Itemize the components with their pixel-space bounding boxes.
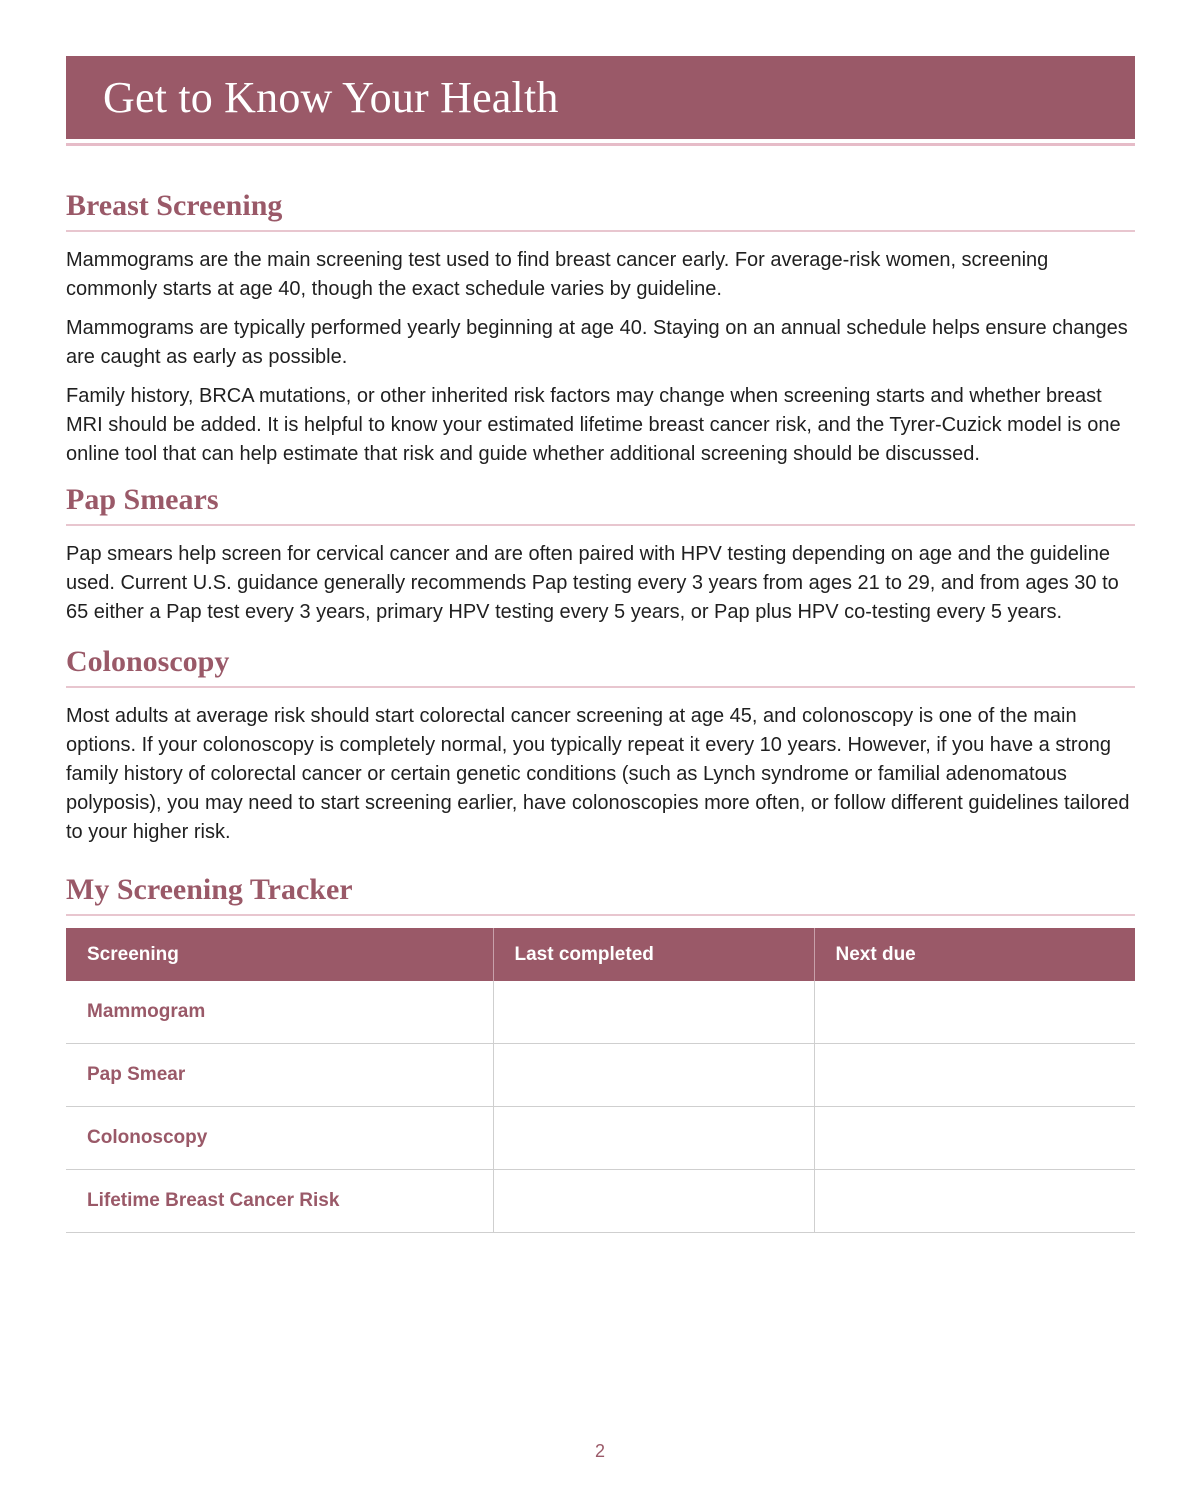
section-pap-smears [66, 483, 1135, 627]
next-due-cell[interactable] [814, 981, 1135, 1044]
page [66, 56, 1135, 1233]
column-header-last-completed: Last completed [493, 928, 814, 981]
table-row [66, 1107, 1135, 1170]
row-label: Mammogram [66, 981, 493, 1044]
table-row [66, 1170, 1135, 1233]
section-breast-screening [66, 189, 1135, 469]
section-colonoscopy [66, 645, 1135, 847]
paragraph: Most adults at average risk should start colorectal cancer screening at age 45, and colonoscopy is one of the main options. If your colonoscopy is completely normal, you typically repeat it every 10 years. However, if you have a strong family history of colorectal cancer or certain genetic conditions (such as Lynch syndrome or familial adenomatous polyposis), you may need to start screening earlier, have colonoscopies more often, or follow different guidelines tailored to your higher risk. [66, 705, 1130, 843]
paragraph: Mammograms are typically performed yearly beginning at age 40. Staying on an annual schedule helps ensure changes are caught as early as possible. [66, 317, 1128, 368]
last-completed-cell[interactable] [493, 1044, 814, 1107]
section-screening-tracker [66, 873, 1135, 1233]
paragraph: Family history, BRCA mutations, or other inherited risk factors may change when screening starts and whether breast MRI should be added. It is helpful to know your estimated lifetime breast cancer risk, and the Tyrer-Cuzick model is one online tool that can help estimate that risk and guide whether additional screening should be discussed. [66, 385, 1121, 465]
next-due-cell[interactable] [814, 1044, 1135, 1107]
last-completed-cell[interactable] [493, 981, 814, 1044]
last-completed-cell[interactable] [493, 1170, 814, 1233]
section-heading: Pap Smears [66, 483, 1135, 526]
next-due-cell[interactable] [814, 1107, 1135, 1170]
page-number: 2 [594, 1441, 605, 1461]
table-header-row [66, 928, 1135, 981]
row-label: Lifetime Breast Cancer Risk [66, 1170, 493, 1233]
row-label: Pap Smear [66, 1044, 493, 1107]
screening-tracker-table [66, 928, 1135, 1233]
title-banner [66, 56, 1135, 139]
page-title: Get to Know Your Health [103, 73, 559, 122]
section-heading: My Screening Tracker [66, 873, 1135, 916]
column-header-screening: Screening [66, 928, 493, 981]
section-heading: Colonoscopy [66, 645, 1135, 688]
paragraph: Mammograms are the main screening test used to find breast cancer early. For average-risk women, screening commonly starts at age 40, though the exact schedule varies by guideline. [66, 249, 1049, 300]
section-heading: Breast Screening [66, 189, 1135, 232]
table-row [66, 981, 1135, 1044]
row-label: Colonoscopy [66, 1107, 493, 1170]
last-completed-cell[interactable] [493, 1107, 814, 1170]
next-due-cell[interactable] [814, 1170, 1135, 1233]
banner-divider [66, 143, 1135, 146]
paragraph: Pap smears help screen for cervical cancer and are often paired with HPV testing depending on age and the guideline used. Current U.S. guidance generally recommends Pap testing every 3 years from ages 21 to 29, and from ages 30 to 65 either a Pap test every 3 years, primary HPV testing every 5 years, or Pap plus HPV co-testing every 5 years. [66, 543, 1119, 623]
table-row [66, 1044, 1135, 1107]
column-header-next-due: Next due [814, 928, 1135, 981]
